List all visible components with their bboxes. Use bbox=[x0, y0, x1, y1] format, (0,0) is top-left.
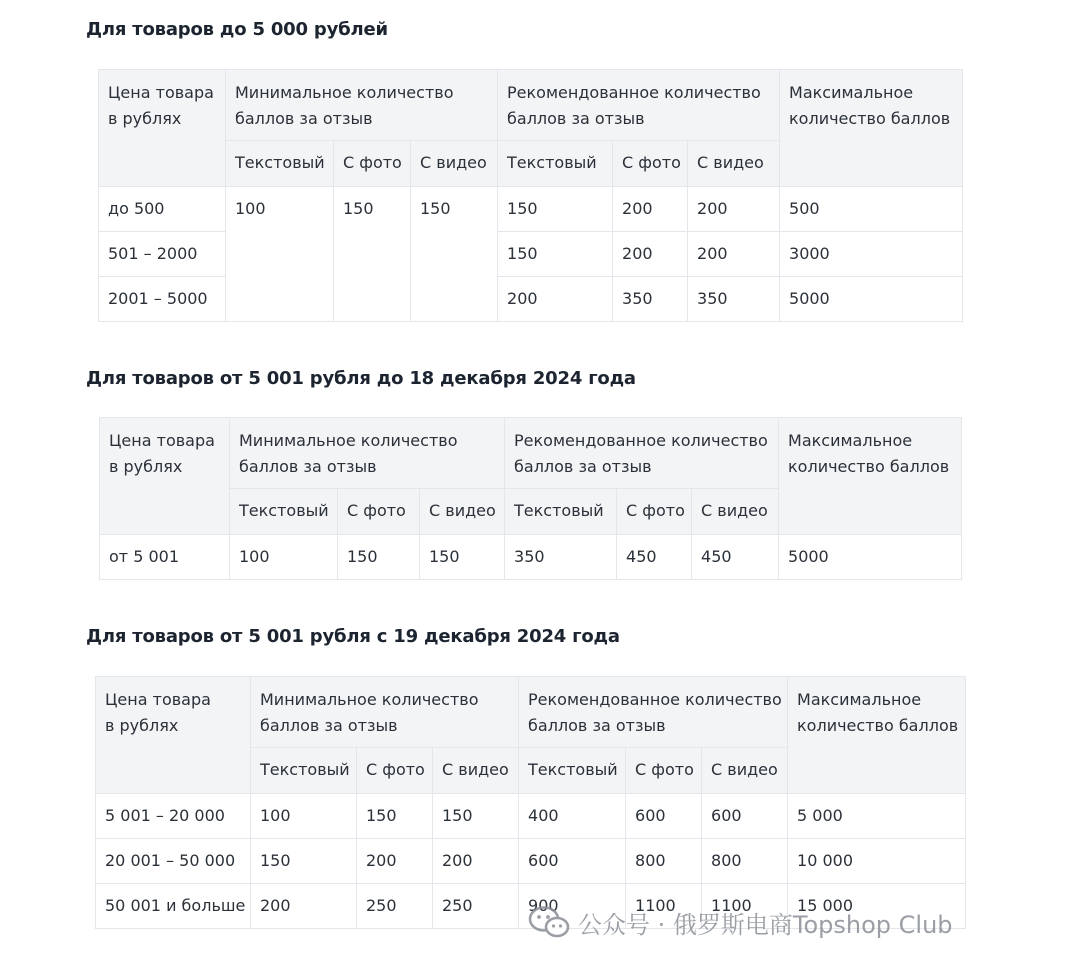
rec-text-cell: 350 bbox=[505, 535, 617, 580]
subheader-text: Текстовый bbox=[498, 141, 613, 187]
min-photo-cell: 250 bbox=[357, 884, 433, 929]
subheader-photo: С фото bbox=[626, 748, 702, 794]
min-video-cell: 200 bbox=[433, 839, 519, 884]
price-cell: 50 001 и больше bbox=[96, 884, 251, 929]
min-video-cell: 150 bbox=[433, 794, 519, 839]
price-cell: 20 001 – 50 000 bbox=[96, 839, 251, 884]
watermark bbox=[528, 902, 953, 942]
table-row bbox=[100, 535, 962, 580]
rec-text-cell: 600 bbox=[519, 839, 626, 884]
max-cell: 5000 bbox=[780, 277, 963, 322]
wechat-icon bbox=[528, 905, 570, 939]
subheader-text: Текстовый bbox=[519, 748, 626, 794]
subheader-video: С видео bbox=[692, 489, 779, 535]
subheader-video: С видео bbox=[411, 141, 498, 187]
table-row bbox=[99, 187, 963, 232]
rec-photo-cell: 200 bbox=[613, 187, 688, 232]
subheader-photo: С фото bbox=[357, 748, 433, 794]
subheader-photo: С фото bbox=[613, 141, 688, 187]
section-title: Для товаров от 5 001 рубля с 19 декабря 2024 года bbox=[86, 626, 620, 647]
rates-table-up-to-5000 bbox=[98, 69, 963, 322]
min-video-cell: 250 bbox=[433, 884, 519, 929]
table-row bbox=[96, 794, 966, 839]
section-title: Для товаров от 5 001 рубля до 18 декабря 2024 года bbox=[86, 368, 636, 389]
subheader-text: Текстовый bbox=[505, 489, 617, 535]
header-max-points: Максимальное количество баллов bbox=[779, 418, 962, 535]
rec-video-cell: 800 bbox=[702, 839, 788, 884]
header-price: Цена товара в рублях bbox=[99, 70, 226, 187]
rec-text-cell: 150 bbox=[498, 232, 613, 277]
price-cell: до 500 bbox=[99, 187, 226, 232]
header-price: Цена товара в рублях bbox=[96, 677, 251, 794]
header-max-points: Максимальное количество баллов bbox=[780, 70, 963, 187]
price-cell: 2001 – 5000 bbox=[99, 277, 226, 322]
price-cell: от 5 001 bbox=[100, 535, 230, 580]
rates-table-from-dec-19 bbox=[95, 676, 966, 929]
header-min-points: Минимальное количество баллов за отзыв bbox=[226, 70, 498, 141]
header-max-points: Максимальное количество баллов bbox=[788, 677, 966, 794]
rec-video-cell: 350 bbox=[688, 277, 780, 322]
min-video-cell: 150 bbox=[411, 187, 498, 322]
min-text-cell: 150 bbox=[251, 839, 357, 884]
rec-photo-cell: 350 bbox=[613, 277, 688, 322]
price-cell: 501 – 2000 bbox=[99, 232, 226, 277]
max-cell: 5 000 bbox=[788, 794, 966, 839]
max-cell: 5000 bbox=[779, 535, 962, 580]
subheader-text: Текстовый bbox=[226, 141, 334, 187]
price-cell: 5 001 – 20 000 bbox=[96, 794, 251, 839]
rates-table-until-dec-18 bbox=[99, 417, 962, 580]
rec-photo-cell: 450 bbox=[617, 535, 692, 580]
min-text-cell: 100 bbox=[251, 794, 357, 839]
rec-text-cell: 400 bbox=[519, 794, 626, 839]
max-cell: 500 bbox=[780, 187, 963, 232]
header-recommended-points: Рекомендованное количество баллов за отзыв bbox=[505, 418, 779, 489]
max-cell: 3000 bbox=[780, 232, 963, 277]
header-min-points: Минимальное количество баллов за отзыв bbox=[230, 418, 505, 489]
rec-text-cell: 200 bbox=[498, 277, 613, 322]
min-photo-cell: 200 bbox=[357, 839, 433, 884]
header-min-points: Минимальное количество баллов за отзыв bbox=[251, 677, 519, 748]
rec-video-cell: 200 bbox=[688, 187, 780, 232]
subheader-photo: С фото bbox=[334, 141, 411, 187]
rec-photo-cell: 800 bbox=[626, 839, 702, 884]
table-row bbox=[96, 839, 966, 884]
subheader-video: С видео bbox=[702, 748, 788, 794]
subheader-photo: С фото bbox=[338, 489, 420, 535]
rec-photo-cell: 1100 bbox=[626, 884, 702, 929]
watermark-text: 公众号 · 俄罗斯电商Topshop Club bbox=[578, 910, 953, 939]
min-text-cell: 100 bbox=[226, 187, 334, 322]
rec-video-cell: 600 bbox=[702, 794, 788, 839]
rec-video-cell: 200 bbox=[688, 232, 780, 277]
max-cell: 15 000 bbox=[788, 884, 966, 929]
rec-video-cell: 450 bbox=[692, 535, 779, 580]
subheader-text: Текстовый bbox=[230, 489, 338, 535]
rec-video-cell: 1100 bbox=[702, 884, 788, 929]
section-title: Для товаров до 5 000 рублей bbox=[86, 19, 388, 40]
rec-photo-cell: 600 bbox=[626, 794, 702, 839]
rec-text-cell: 900 bbox=[519, 884, 626, 929]
rec-photo-cell: 200 bbox=[613, 232, 688, 277]
min-photo-cell: 150 bbox=[357, 794, 433, 839]
min-text-cell: 200 bbox=[251, 884, 357, 929]
subheader-video: С видео bbox=[688, 141, 780, 187]
subheader-photo: С фото bbox=[617, 489, 692, 535]
subheader-text: Текстовый bbox=[251, 748, 357, 794]
min-video-cell: 150 bbox=[420, 535, 505, 580]
min-text-cell: 100 bbox=[230, 535, 338, 580]
header-recommended-points: Рекомендованное количество баллов за отзыв bbox=[498, 70, 780, 141]
subheader-video: С видео bbox=[420, 489, 505, 535]
subheader-video: С видео bbox=[433, 748, 519, 794]
min-photo-cell: 150 bbox=[338, 535, 420, 580]
min-photo-cell: 150 bbox=[334, 187, 411, 322]
header-recommended-points: Рекомендованное количество баллов за отзыв bbox=[519, 677, 788, 748]
rec-text-cell: 150 bbox=[498, 187, 613, 232]
header-price: Цена товара в рублях bbox=[100, 418, 230, 535]
max-cell: 10 000 bbox=[788, 839, 966, 884]
